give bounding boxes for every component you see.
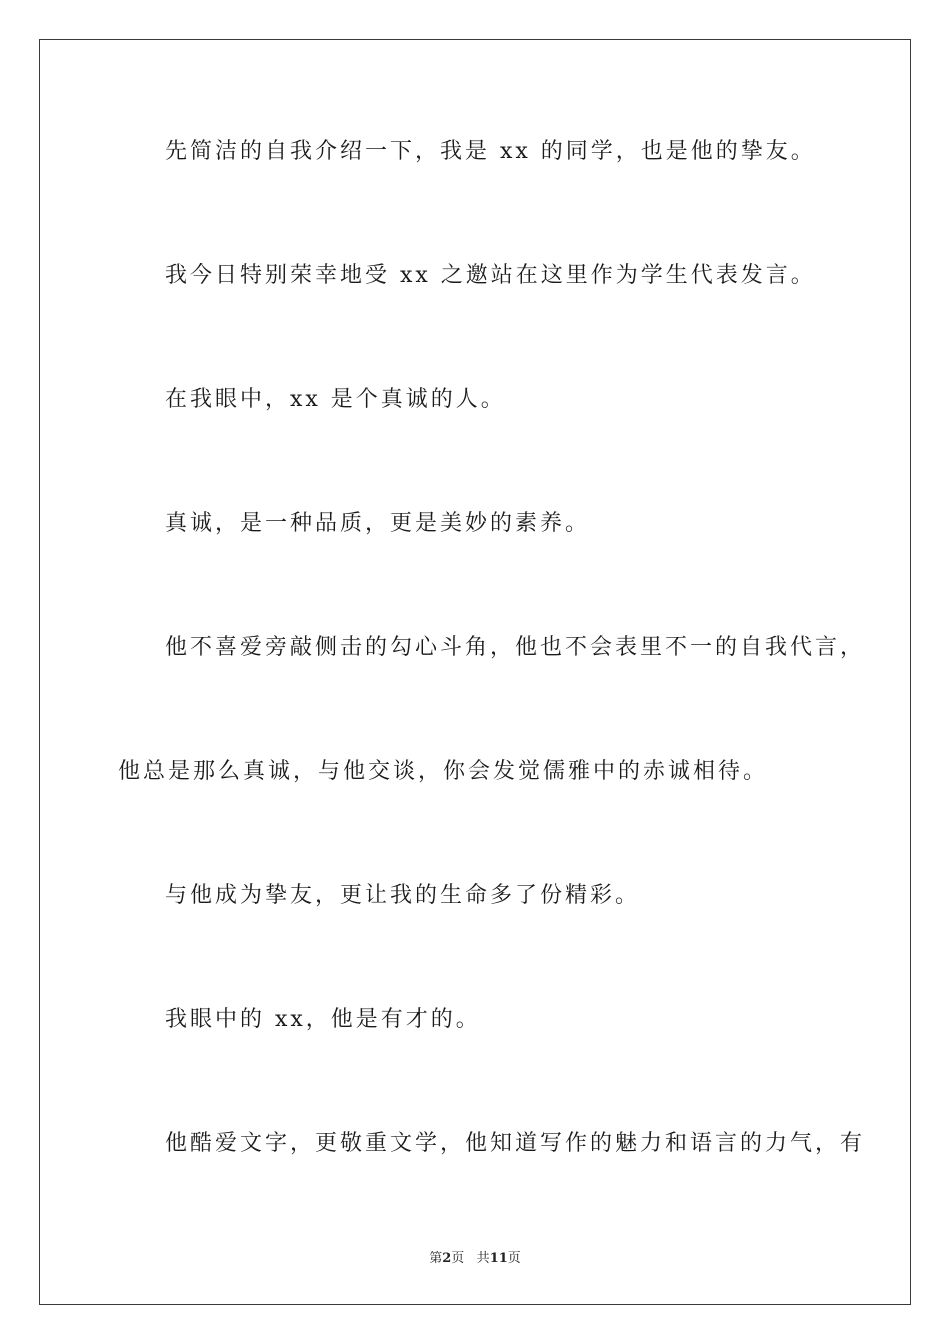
page-suffix: 页 xyxy=(451,1251,465,1266)
paragraph-line: 他总是那么真诚，与他交谈，你会发觉儒雅中的赤诚相待。 xyxy=(118,759,769,784)
total-prefix: 共 xyxy=(476,1251,490,1266)
paragraph-line: 我今日特别荣幸地受 xx 之邀站在这里作为学生代表发言。 xyxy=(165,263,816,288)
paragraph-line: 与他成为挚友，更让我的生命多了份精彩。 xyxy=(165,883,641,908)
total-page-number: 11 xyxy=(489,1251,508,1266)
paragraph-line: 真诚，是一种品质，更是美妙的素养。 xyxy=(165,511,591,536)
paragraph-line: 他酷爱文字，更敬重文学，他知道写作的魅力和语言的力气，有 xyxy=(165,1131,866,1156)
current-page-number: 2 xyxy=(442,1251,452,1266)
paragraph-line: 在我眼中，xx 是个真诚的人。 xyxy=(165,387,506,412)
page-border xyxy=(39,39,911,1305)
paragraph-line: 我眼中的 xx，他是有才的。 xyxy=(165,1007,481,1032)
page-footer xyxy=(0,1247,950,1266)
page-prefix: 第 xyxy=(429,1251,443,1266)
total-suffix: 页 xyxy=(507,1251,521,1266)
paragraph-line: 他不喜爱旁敲侧击的勾心斗角，他也不会表里不一的自我代言， xyxy=(165,635,866,660)
paragraph-line: 先简洁的自我介绍一下，我是 xx 的同学，也是他的挚友。 xyxy=(165,139,816,164)
